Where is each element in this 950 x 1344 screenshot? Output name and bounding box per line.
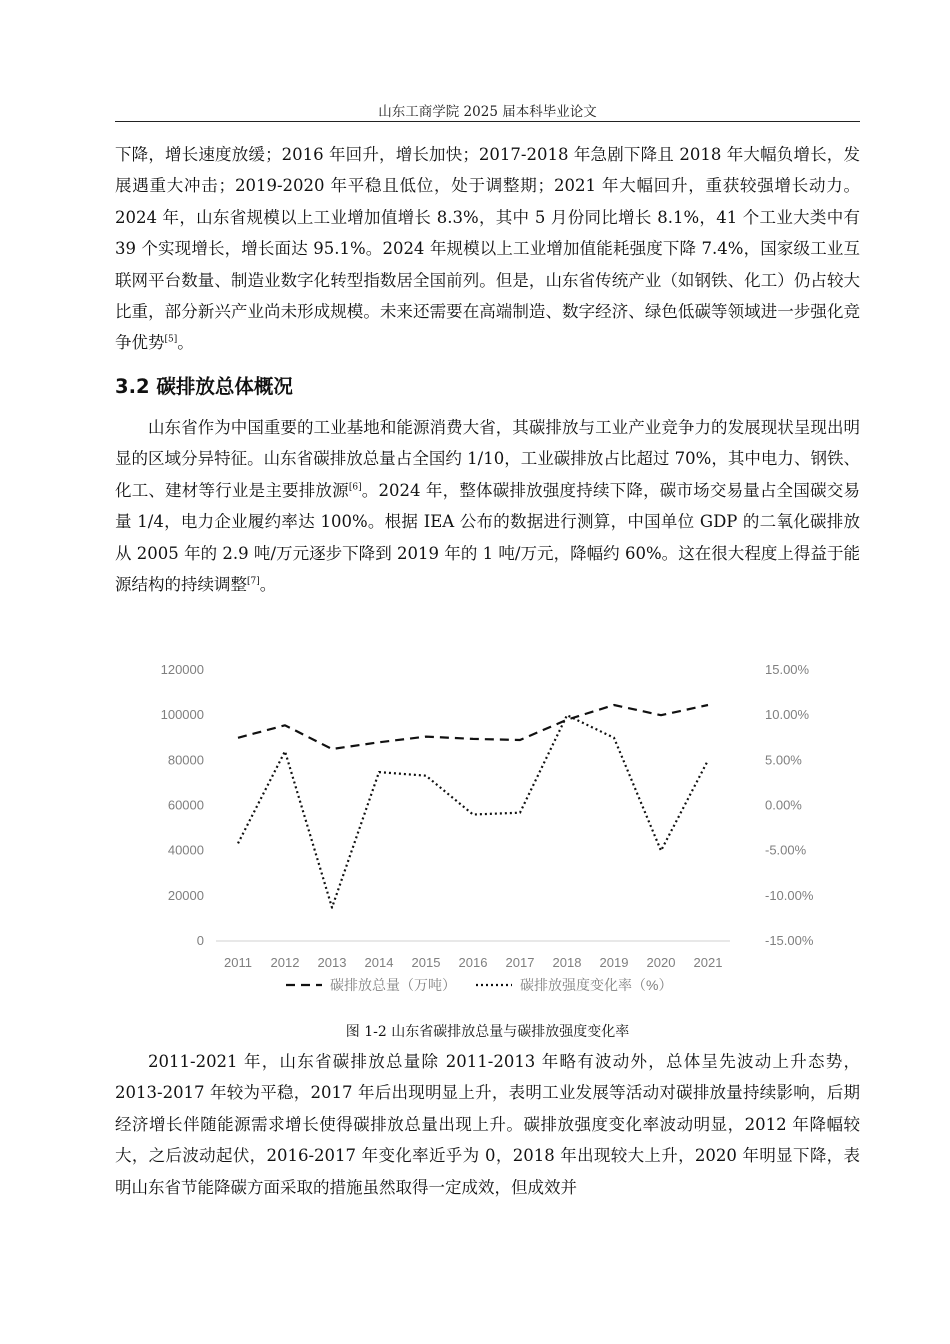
x-tick-label: 2018 — [552, 955, 582, 970]
x-tick-label: 2015 — [411, 955, 441, 970]
y-right-tick-label: -15.00% — [765, 933, 814, 948]
x-tick-label: 2013 — [317, 955, 347, 970]
section-title: 3.2 碳排放总体概况 — [115, 375, 293, 398]
y-right-tick-label: 15.00% — [765, 662, 810, 677]
y-left-tick-label: 120000 — [160, 662, 204, 677]
y-left-tick-label: 40000 — [167, 842, 204, 858]
paragraph-end: 。 — [259, 575, 277, 595]
x-tick-label: 2016 — [458, 955, 488, 970]
x-tick-label: 2012 — [270, 955, 300, 970]
y-left-tick-label: 20000 — [167, 887, 204, 903]
header-rule — [115, 121, 860, 122]
paragraph-text: 下降，增长速度放缓；2016 年回升，增长加快；2017-2018 年急剧下降且 2018 年大幅负增长，发展遇重大冲击；2019-2020 年平稳且低位，处于调整期；2021 年大幅回升，重获较强增长动力。2024 年，山东省规模以上工业增加值增长 8.3%，其中 5 月份同比增长 8.1%，41 个工业大类中有 39 个实现增长，增长面达 95.1%。2024 年规模以上工业增加值能耗强度下降 7.4%，国家级工业互联网平台数量、制造业数字化转型指数居全国前列。但是，山东省传统产业（如钢铁、化工）仍占较大比重，部分新兴产业尚未形成规模。未来还需要在高端制造、数字经济、绿色低碳等领域进一步强化竞争优势 — [115, 145, 860, 353]
y-left-tick-label: 0 — [196, 933, 204, 948]
x-tick-label: 2020 — [646, 955, 676, 970]
paragraph-industry-growth — [115, 139, 860, 359]
paragraph-text: 。2024 年，整体碳排放强度持续下降，碳市场交易量占全国碳交易量 1/4，电力企业履约率达 100%。根据 IEA 公布的数据进行测算，中国单位 GDP 的二氧化碳排放从 2005 年的 2.9 吨/万元逐步下降到 2019 年的 1 吨/万元，降幅约 60%。这在很大程度上得益于能源结构的持续调整 — [115, 480, 860, 595]
citation-ref: [7] — [247, 576, 260, 587]
page-header: 山东工商学院 2025 届本科毕业论文 — [378, 104, 597, 120]
y-right-tick-label: -5.00% — [765, 842, 807, 858]
y-left-tick-label: 60000 — [167, 797, 204, 813]
paragraph-trend-analysis: 2011-2021 年，山东省碳排放总量除 2011-2013 年略有波动外，总体呈先波动上升态势，2013-2017 年较为平稳，2017 年后出现明显上升，表明工业发展等活动对碳排放量持续影响，后期经济增长伴随能源需求增长使得碳排放总量出现上升。碳排放强度变化率波动明显，2012 年降幅较大，之后波动起伏，2016-2017 年变化率近乎为 0，2018 年出现较大上升，2020 年明显下降，表明山东省节能降碳方面采取的措施虽然取得一定成效，但成效并 — [115, 1052, 860, 1197]
carbon-emission-chart — [140, 650, 820, 1000]
y-right-tick-label: -10.00% — [765, 887, 814, 903]
legend-label-1: 碳排放总量（万吨） — [330, 977, 456, 993]
x-tick-label: 2014 — [364, 955, 394, 970]
y-right-tick-label: 10.00% — [765, 707, 810, 723]
paragraph-carbon-overview — [115, 412, 860, 600]
x-tick-label: 2019 — [599, 955, 629, 970]
y-left-tick-label: 80000 — [167, 752, 204, 768]
paragraph-text: 山东省作为中国重要的工业基地和能源消费大省，其碳排放与工业产业竞争力的发展现状呈现出明显的区域分异特征。山东省碳排放总量占全国约 1/10，工业碳排放占比超过 70%，其中电力、钢铁、化工、建材等行业是主要排放源 — [115, 418, 860, 500]
legend-label-2: 碳排放强度变化率（%） — [520, 977, 673, 993]
x-tick-label: 2017 — [505, 955, 535, 970]
y-right-tick-label: 0.00% — [765, 797, 802, 813]
x-tick-label: 2011 — [224, 955, 252, 970]
figure-caption: 图 1-2 山东省碳排放总量与碳排放强度变化率 — [345, 1024, 630, 1040]
series-line-2 — [238, 715, 708, 907]
x-tick-label: 2021 — [693, 955, 723, 970]
citation-ref: [6] — [348, 482, 362, 493]
y-right-tick-label: 5.00% — [765, 752, 802, 768]
paragraph-end: 。 — [177, 333, 194, 353]
series-line-1 — [238, 705, 708, 749]
y-left-tick-label: 100000 — [160, 707, 204, 723]
citation-ref: [5] — [164, 334, 178, 345]
